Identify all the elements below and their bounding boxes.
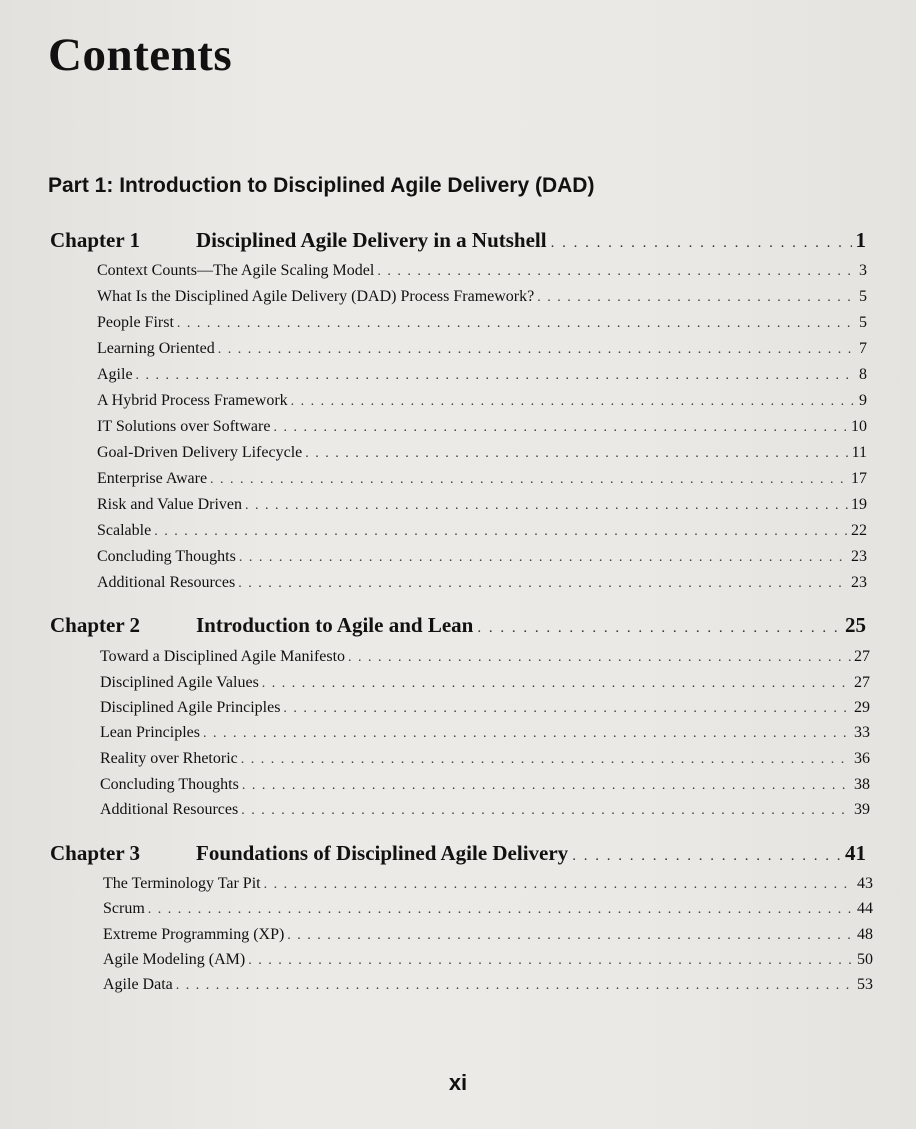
toc-section [100,724,870,746]
section-title: People First [97,314,174,331]
section-page-number: 5 [859,288,867,305]
toc-section [97,314,867,336]
section-title: Concluding Thoughts [97,548,236,565]
dot-leader [177,316,856,332]
dot-leader [551,235,852,252]
section-page-number: 7 [859,340,867,357]
section-page-number: 9 [859,392,867,409]
dot-leader [572,848,841,865]
section-title: Reality over Rhetoric [100,750,238,767]
section-page-number: 44 [857,900,873,917]
dot-leader [264,877,854,893]
chapter-number: Chapter 2 [50,613,141,637]
toc-section [100,776,870,798]
dot-leader [291,394,856,410]
section-page-number: 38 [854,776,870,793]
dot-leader [238,576,848,592]
dot-leader [210,472,848,488]
dot-leader [273,420,848,436]
section-page-number: 50 [857,951,873,968]
toc-section [97,574,867,596]
chapter-number: Chapter 3 [50,841,141,865]
dot-leader [203,726,851,742]
section-page-number: 23 [851,574,867,591]
dot-leader [348,650,851,666]
section-page-number: 11 [851,444,867,461]
section-page-number: 19 [851,496,867,513]
section-title: What Is the Disciplined Agile Delivery (DAD) Process Framework? [97,288,535,305]
section-title: Context Counts—The Agile Scaling Model [97,262,375,279]
section-title: Additional Resources [100,801,239,818]
toc-section [100,699,870,721]
toc-section [97,496,867,518]
section-page-number: 27 [854,648,870,665]
section-title: Scrum [103,900,145,917]
dot-leader [218,342,856,358]
dot-leader [239,550,848,566]
section-page-number: 5 [859,314,867,331]
part-1-title: Part 1: Introduction to Disciplined Agile Delivery (DAD) [48,174,595,197]
toc-section [97,288,867,310]
toc-section [97,522,867,544]
dot-leader [248,953,854,969]
contents-heading: Contents [48,29,233,81]
chapter-2-entry [50,613,866,643]
section-page-number: 23 [851,548,867,565]
toc-section [103,875,873,897]
chapter-3-entry [50,841,866,871]
section-page-number: 17 [851,470,867,487]
section-page-number: 33 [854,724,870,741]
section-title: Additional Resources [97,574,236,591]
section-title: Agile [97,366,133,383]
chapter-page-number: 25 [845,613,866,637]
section-title: Concluding Thoughts [100,776,239,793]
dot-leader [242,778,851,794]
section-page-number: 39 [854,801,870,818]
chapter-page-number: 1 [855,228,866,252]
section-title: IT Solutions over Software [97,418,271,435]
section-title: Learning Oriented [97,340,215,357]
section-page-number: 10 [851,418,867,435]
section-page-number: 22 [851,522,867,539]
page-number-footer: xi [448,1070,468,1095]
dot-leader [241,752,851,768]
section-title: Scalable [97,522,152,539]
toc-section [97,392,867,414]
toc-section [97,470,867,492]
toc-section [100,648,870,670]
section-title: Agile Data [103,976,173,993]
chapter-page-number: 41 [845,841,866,865]
dot-leader [136,368,856,384]
chapter-title: Introduction to Agile and Lean [196,613,474,637]
dot-leader [283,701,851,717]
dot-leader [262,676,851,692]
section-page-number: 8 [859,366,867,383]
section-page-number: 43 [857,875,873,892]
dot-leader [245,498,848,514]
chapter-number: Chapter 1 [50,228,141,252]
section-page-number: 48 [857,926,873,943]
chapter-title: Disciplined Agile Delivery in a Nutshell [196,228,547,252]
toc-section [97,444,867,466]
dot-leader [154,524,848,540]
dot-leader [287,928,854,944]
toc-section [103,926,873,948]
toc-section [103,900,873,922]
section-page-number: 3 [859,262,867,279]
section-title: A Hybrid Process Framework [97,392,288,409]
section-title: Goal-Driven Delivery Lifecycle [97,444,303,461]
toc-section [103,976,873,998]
toc-section [100,801,870,823]
chapter-1-entry [50,228,866,258]
section-page-number: 53 [857,976,873,993]
section-page-number: 27 [854,674,870,691]
toc-section [97,548,867,570]
section-title: Agile Modeling (AM) [103,951,246,968]
dot-leader [176,978,854,994]
toc-section [97,366,867,388]
section-title: Toward a Disciplined Agile Manifesto [100,648,346,665]
toc-section [97,262,867,284]
dot-leader [537,290,856,306]
section-title: Disciplined Agile Principles [100,699,281,716]
toc-section [97,340,867,362]
section-title: The Terminology Tar Pit [103,875,261,892]
dot-leader [477,620,841,637]
toc-section [100,750,870,772]
toc-section [103,951,873,973]
toc-section [97,418,867,440]
dot-leader [377,264,856,280]
toc-section [100,674,870,696]
dot-leader [305,446,848,462]
section-title: Disciplined Agile Values [100,674,259,691]
section-title: Enterprise Aware [97,470,208,487]
section-page-number: 29 [854,699,870,716]
section-page-number: 36 [854,750,870,767]
chapter-title: Foundations of Disciplined Agile Delivery [196,841,569,865]
section-title: Risk and Value Driven [97,496,243,513]
section-title: Lean Principles [100,724,200,741]
dot-leader [148,902,854,918]
dot-leader [241,803,851,819]
section-title: Extreme Programming (XP) [103,926,285,943]
